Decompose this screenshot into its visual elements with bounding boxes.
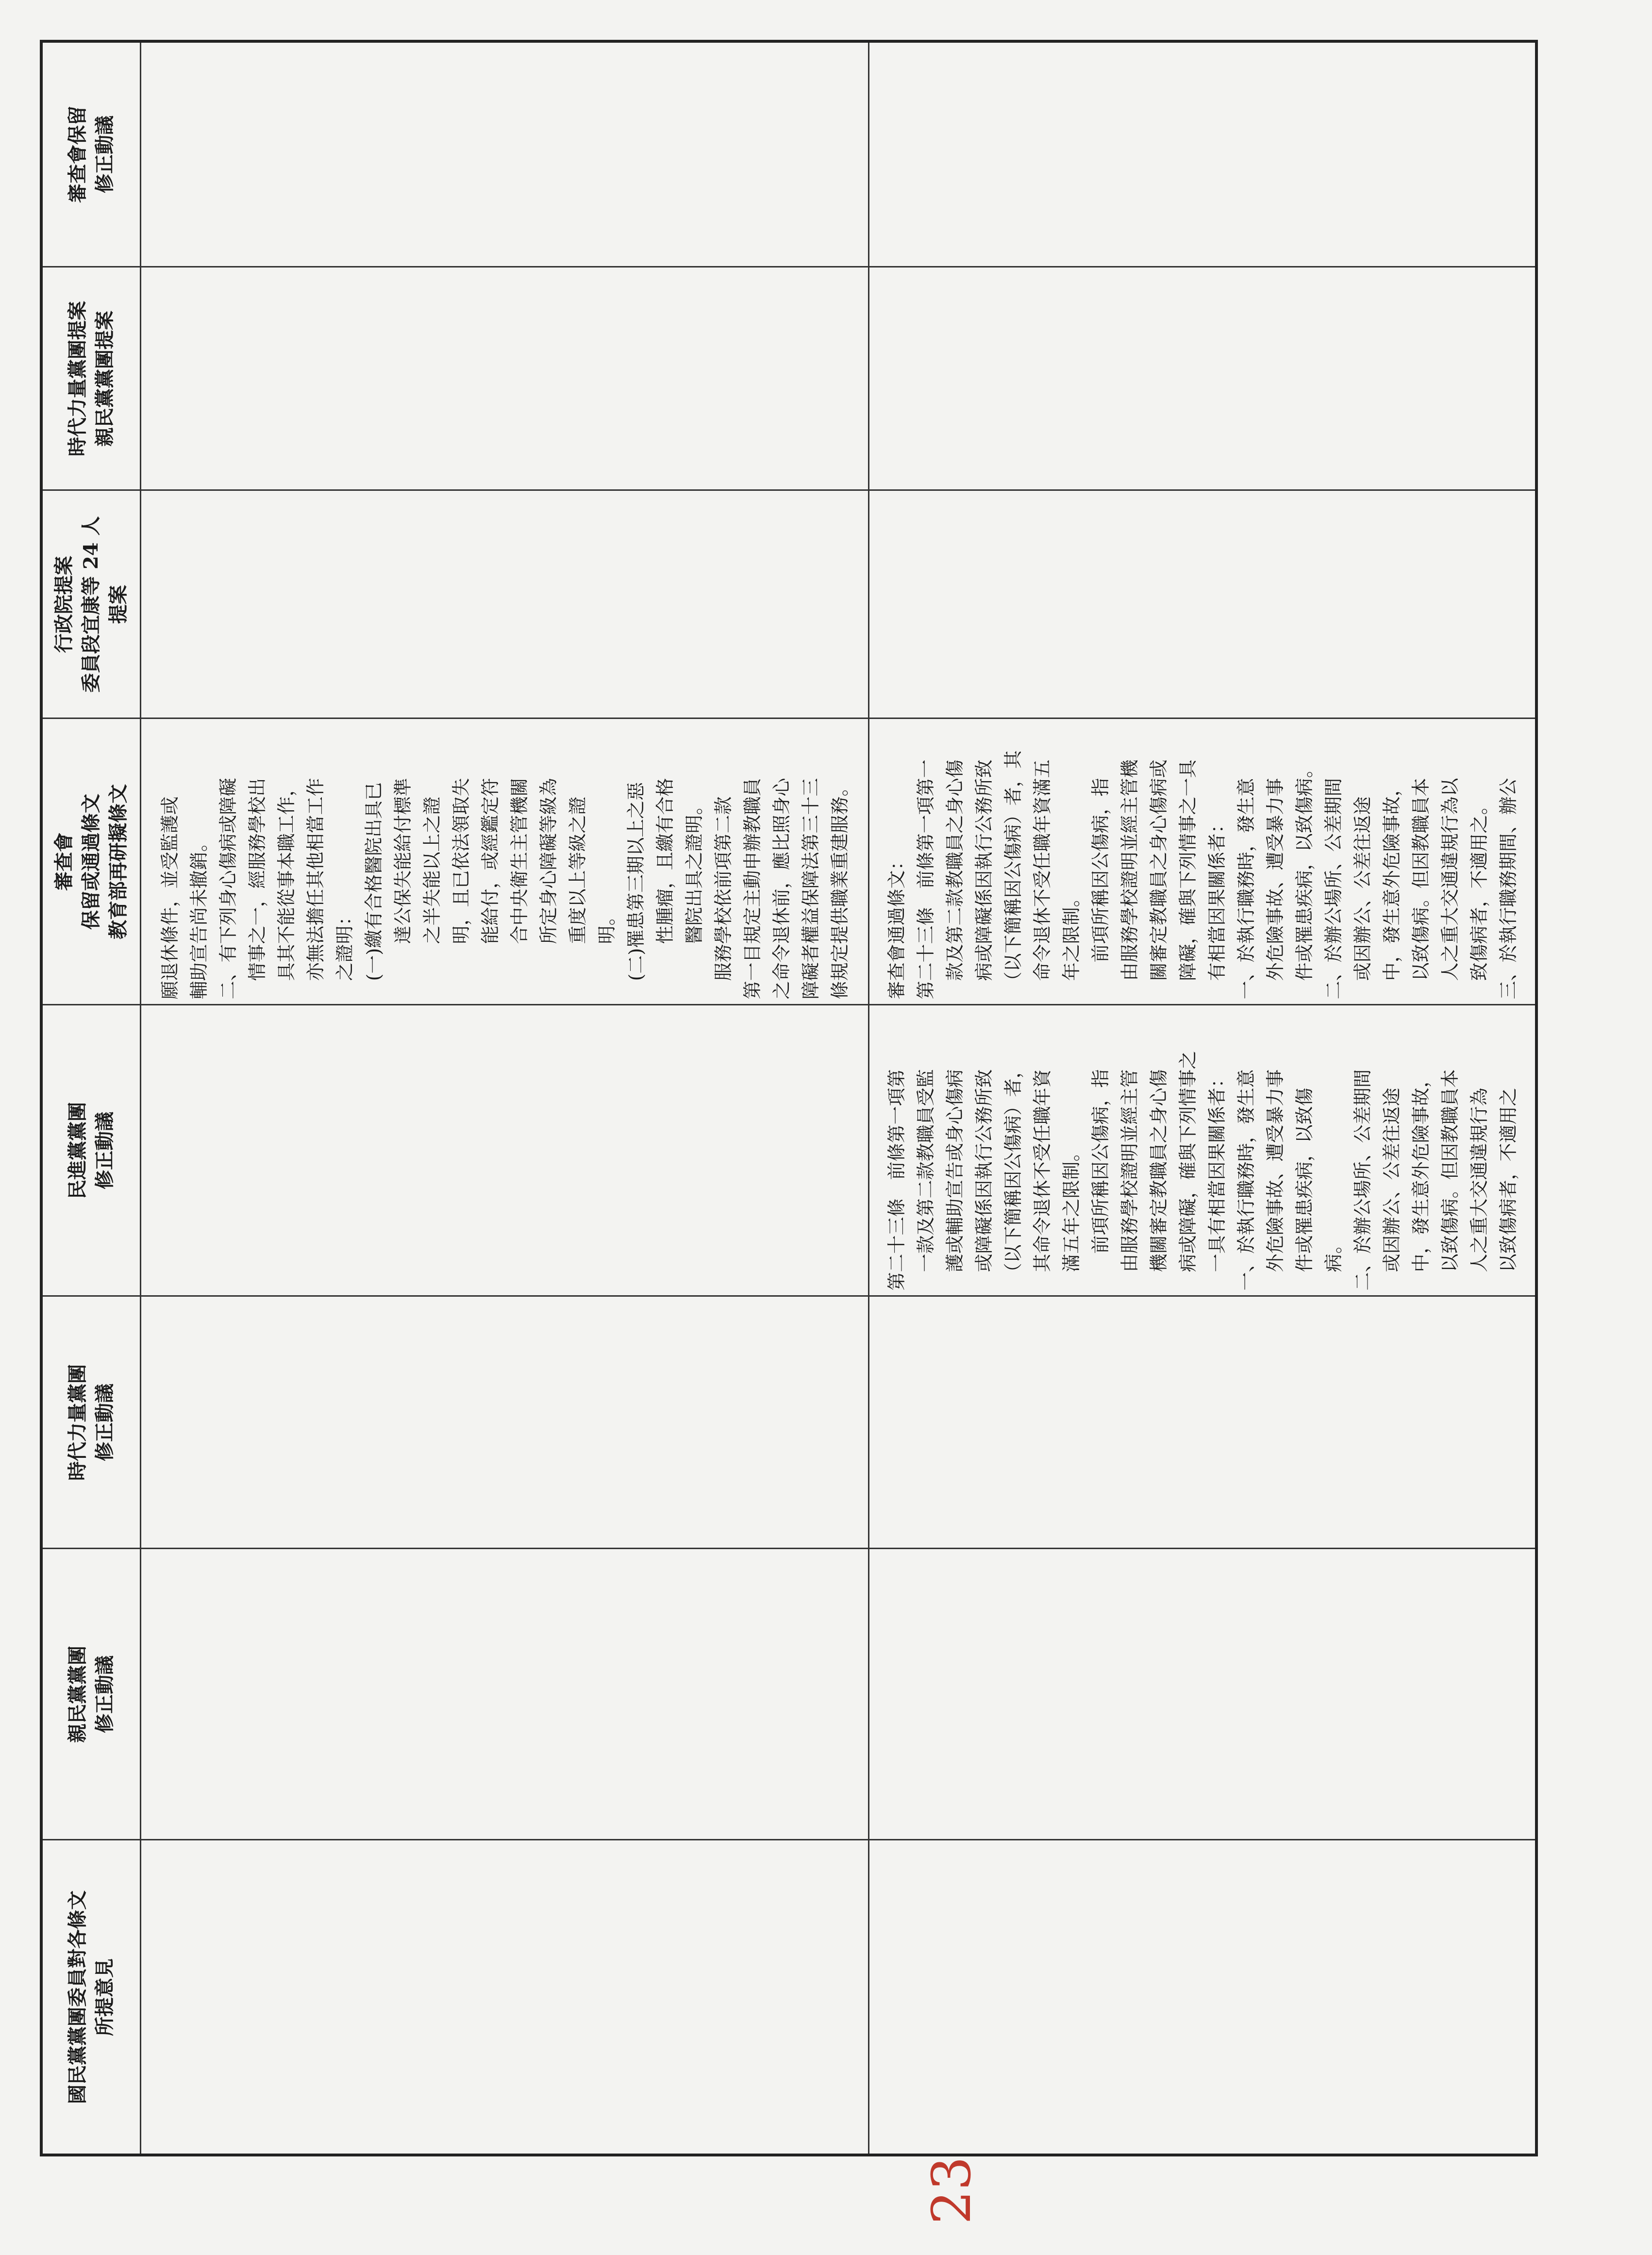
- row1-review-text: 願退休條件，並受監護或 輔助宣告尚未撤銷。 二、有下列身心傷病或障礙 情事之一，經服務學校出 具其不能從事本職工作， 亦無法擔任其他相當工作 之證明： (一)繳有合格醫院出具已 達公保失能給付標準 之半失能以上之證 明，且已依法領取失 能給付，或經鑑定符 合中央衛生主管機關 所定身心障礙等級為 重度以上等級之證 明。 (二)罹患第三期以上之惡 性腫瘤，且繳有合格 醫院出具之證明。 服務學校依前項第二款 第一目規定主動申辦教職員 之命令退休前，應比照身心 障礙者權益保障法第三十三 條規定提供職業重建服務。: [159, 777, 851, 999]
- row1-dpp-amendment: [140, 1004, 868, 1295]
- row1-executive-proposal: [140, 489, 868, 718]
- row1-reserved-amendment: [140, 43, 868, 266]
- row1-npp-pfp-proposal: [140, 266, 868, 489]
- row2-reserved-amendment: [868, 43, 1535, 266]
- row2-pfp-amendment: [868, 1548, 1535, 1839]
- header-cell-executive-proposal: 行政院提案 委員段宜康等 24 人 提案: [43, 489, 140, 718]
- header-cell-pfp-amendment: 親民黨黨團 修正動議: [43, 1548, 140, 1839]
- page-number: 23: [920, 2156, 983, 2224]
- header-cell-review-committee: 審查會 保留或通過條文 教育部再研擬條文: [43, 718, 140, 1004]
- row1-npp-amendment: [140, 1295, 868, 1548]
- header-cell-dpp-amendment: 民進黨黨團 修正動議: [43, 1004, 140, 1295]
- row2-npp-pfp-proposal: [868, 266, 1535, 489]
- row2-executive-proposal: [868, 489, 1535, 718]
- row2-npp-amendment: [868, 1295, 1535, 1548]
- header-cell-npp-pfp-proposal: 時代力量黨團提案 親民黨黨團提案: [43, 266, 140, 489]
- row2-dpp-amendment: [868, 1004, 1535, 1295]
- row1-pfp-amendment: [140, 1548, 868, 1839]
- header-cell-reserved-amendment: 審查會保留 修正動議: [66, 106, 116, 203]
- row2-review-committee: [868, 718, 1535, 1004]
- comparison-table: [40, 40, 1538, 2156]
- header-cell-npp-amendment: 時代力量黨團 修正動議: [43, 1295, 140, 1548]
- row2-review-text: 審查會通過條文： 第二十三條 前條第一項第一 款及第二款教職員之身心傷 病或障礙係因執行公務所致 （以下簡稱因公傷病）者，其 命令退休不受任職年資滿五 年之限制。 前項所稱因公傷病，指 由服務學校證明並經主管機 關審定教職員之身心傷病或 障礙，確與下列情事之一具 有相當因果關係者： 一、於執行職務時，發生意 外危險事故、遭受暴力事 件或罹患疾病，以致傷病。 二、於辦公場所、公差期間 或因辦公、公差往返途 中，發生意外危險事故， 以致傷病。但因教職員本 人之重大交通違規行為以 致傷病者，不適用之。 三、於執行職務期間、辦公: [885, 750, 1519, 999]
- row2-kmt-opinions: [868, 1839, 1535, 2154]
- header-cell-kmt-opinions: 國民黨黨團委員對各條文 所提意見: [43, 1839, 140, 2154]
- row1-review-committee: [140, 718, 868, 1004]
- row1-kmt-opinions: [140, 1839, 868, 2154]
- row2-dpp-text: 第二十三條 前條第一項第 一款及第二款教職員受監 護或輔助宣告或身心傷病 或障礙係因執行公務所致 （以下簡稱因公傷病）者， 其命令退休不受任職年資 滿五年之限制。 前項所稱因公傷病，指 由服務學校證明並經主管 機關審定教職員之身心傷 病或障礙，確與下列情事之 一具有相當因果關係者： 一、於執行職務時，發生意 外危險事故、遭受暴力事 件或罹患疾病，以致傷 病。 二、於辦公場所、公差期間 或因辦公、公差往返途 中，發生意外危險事故， 以致傷病。但因教職員本 人之重大交通違規行為 以致傷病者，不適用之: [885, 1050, 1519, 1290]
